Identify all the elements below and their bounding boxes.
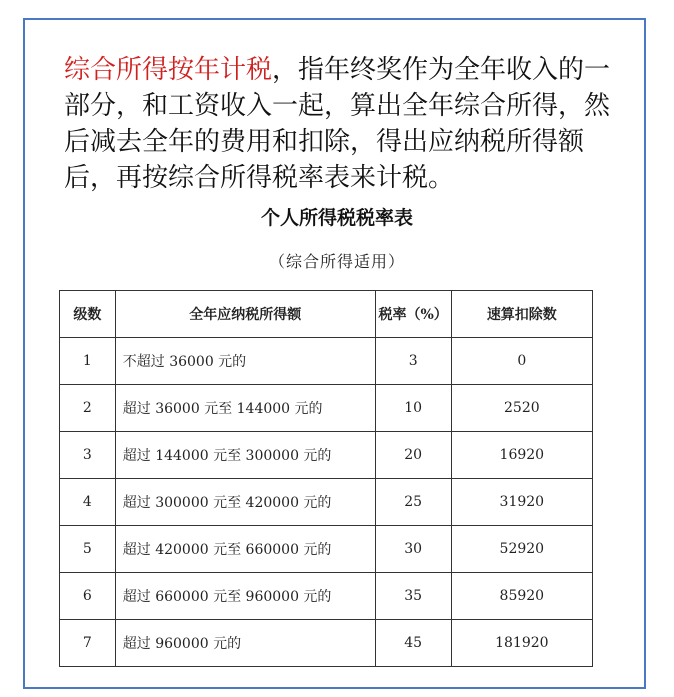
cell-range: 超过 144000 元至 300000 元的 <box>115 432 375 479</box>
cell-deduction: 0 <box>451 338 592 385</box>
cell-level: 6 <box>60 573 116 620</box>
cell-deduction: 16920 <box>451 432 592 479</box>
intro-text: ，指年终奖作为全年收入的一部分，和工资收入一起，算出全年综合所得，然后减去全年的费用和扣除，得出应纳税所得额后，再按综合所得税率表来计税。 <box>64 55 611 193</box>
cell-range: 超过 36000 元至 144000 元的 <box>115 385 375 432</box>
table-row <box>60 526 593 573</box>
table-row <box>60 573 593 620</box>
table-header-row <box>60 291 593 338</box>
header-level: 级数 <box>60 291 116 338</box>
cell-deduction: 181920 <box>451 620 592 667</box>
intro-highlight: 综合所得按年计税 <box>64 55 273 85</box>
table-row <box>60 338 593 385</box>
cell-rate: 25 <box>375 479 451 526</box>
cell-rate: 30 <box>375 526 451 573</box>
table-row <box>60 620 593 667</box>
cell-deduction: 2520 <box>451 385 592 432</box>
table-row <box>60 479 593 526</box>
cell-range: 超过 960000 元的 <box>115 620 375 667</box>
cell-level: 3 <box>60 432 116 479</box>
cell-range: 超过 420000 元至 660000 元的 <box>115 526 375 573</box>
header-deduction: 速算扣除数 <box>451 291 592 338</box>
cell-level: 1 <box>60 338 116 385</box>
cell-deduction: 85920 <box>451 573 592 620</box>
cell-range: 超过 300000 元至 420000 元的 <box>115 479 375 526</box>
cell-rate: 35 <box>375 573 451 620</box>
cell-level: 4 <box>60 479 116 526</box>
table-row <box>60 432 593 479</box>
cell-rate: 3 <box>375 338 451 385</box>
cell-level: 5 <box>60 526 116 573</box>
table-subtitle: （综合所得适用） <box>268 252 405 271</box>
table-title: 个人所得税税率表 <box>260 207 413 229</box>
intro-paragraph <box>64 52 624 196</box>
cell-range: 不超过 36000 元的 <box>115 338 375 385</box>
table-row <box>60 385 593 432</box>
cell-deduction: 52920 <box>451 526 592 573</box>
header-rate: 税率（%） <box>375 291 451 338</box>
cell-level: 2 <box>60 385 116 432</box>
cell-rate: 45 <box>375 620 451 667</box>
tax-rate-table <box>59 290 593 667</box>
cell-rate: 10 <box>375 385 451 432</box>
header-range: 全年应纳税所得额 <box>115 291 375 338</box>
cell-deduction: 31920 <box>451 479 592 526</box>
cell-level: 7 <box>60 620 116 667</box>
cell-rate: 20 <box>375 432 451 479</box>
cell-range: 超过 660000 元至 960000 元的 <box>115 573 375 620</box>
